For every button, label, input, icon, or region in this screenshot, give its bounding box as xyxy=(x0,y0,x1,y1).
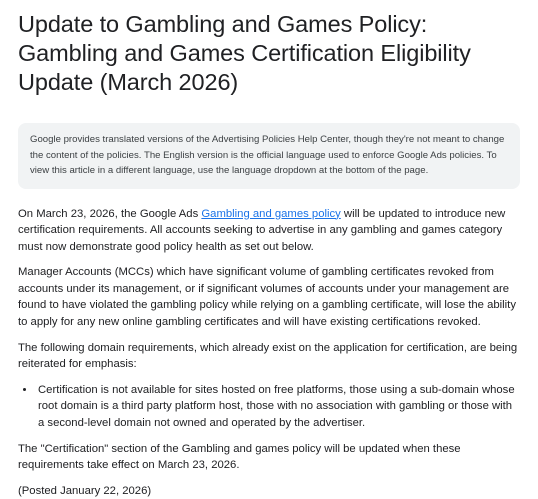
page-title: Update to Gambling and Games Policy: Gambling and Games Certification Eligibility Update (March 2026) xyxy=(18,0,520,97)
article-body xyxy=(18,206,520,499)
posted-date: (Posted January 22, 2026) xyxy=(18,483,520,499)
intro-text-before-link: On March 23, 2026, the Google Ads xyxy=(18,208,201,220)
requirements-list xyxy=(18,382,520,432)
domain-requirements-paragraph: The following domain requirements, which already exist on the application for certification, are being reiterated for emphasis: xyxy=(18,340,520,373)
mcc-paragraph: Manager Accounts (MCCs) which have significant volume of gambling certificates revoked from accounts under its management, or if significant volumes of accounts under your management are found to have violated the gambling policy while relying on a gambling certificate, will lose the ability to apply for any new online gambling certificates and will have existing certifications revoked. xyxy=(18,264,520,330)
list-item: • Certification is not available for sites hosted on free platforms, those using a sub-domain whose root domain is a third party platform host, those with no association with gambling or those with a second-level domain not owned and operated by the advertiser. xyxy=(36,382,520,432)
intro-text-after-link: will be updated to introduce new certification requirements. All accounts seeking to advertise in any gambling and games category must now demonstrate good policy health as set out below. xyxy=(18,208,505,253)
gambling-policy-link[interactable]: Gambling and games policy xyxy=(201,208,340,220)
translation-notice: Google provides translated versions of the Advertising Policies Help Center, though they're not meant to change the content of the policies. The English version is the official language used to enforce Google Ads policies. To view this article in a different language, use the language dropdown at the bottom of the page. xyxy=(18,123,520,189)
certification-section-paragraph: The "Certification" section of the Gambling and games policy will be updated when these requirements take effect on March 23, 2026. xyxy=(18,441,520,474)
intro-paragraph xyxy=(18,206,520,256)
